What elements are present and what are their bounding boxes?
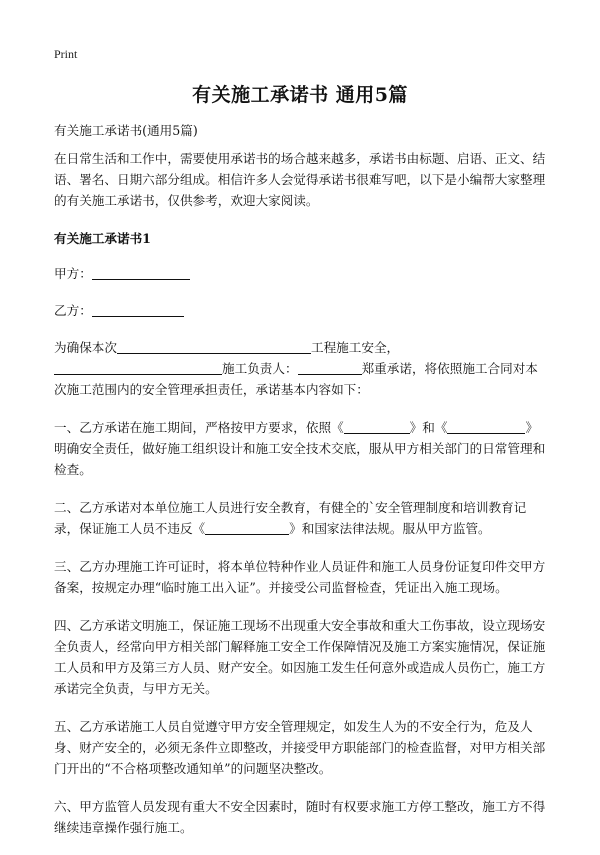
- regulation-1-blank: [344, 419, 410, 434]
- document-subtitle: 有关施工承诺书(通用5篇): [54, 123, 198, 138]
- party-b-label: 乙方：: [54, 303, 92, 318]
- regulation-2-blank: [447, 419, 525, 434]
- clause-3: 三、乙方办理施工许可证时，将本单位特种作业人员证件和施工人员身份证复印件交甲方备案，按规定办理“临时施工出入证”。并接受公司监督检查，凭证出入施工现场。: [54, 559, 546, 595]
- clause-1-text-b: 》和《: [409, 420, 448, 435]
- ensure-text-b: 工程施工安全，: [310, 340, 400, 355]
- clause-1-text-c: 》明确安全责任，做好施工组织设计和施工安全技术交底，服从甲方相关部门的日常管理和检查。: [54, 420, 546, 477]
- clause-1-text-a: 一、乙方承诺在施工期间，严格按甲方要求，依照《: [54, 420, 344, 435]
- clause-2: [54, 497, 548, 539]
- clause-6: 六、甲方监管人员发现有重大不安全因素时，随时有权要求施工方停工整改，施工方不得继续违章操作强行施工。: [54, 799, 546, 835]
- clause-5: 五、乙方承诺施工人员自觉遵守甲方安全管理规定，如发生人为的不安全行为，危及人身、财产安全的，必须无条件立即整改，并接受甲方职能部门的检查监督，对甲方相关部门开出的“不合格项整改通知单”的问题坚决整改。: [54, 719, 546, 776]
- clause-1: [54, 417, 548, 480]
- section-heading: 有关施工承诺书1: [54, 231, 151, 246]
- document-body: [54, 120, 548, 855]
- project-name-blank: [117, 339, 311, 354]
- party-a-label: 甲方：: [54, 266, 92, 281]
- unit-name-blank: [54, 360, 222, 375]
- party-b-line: [54, 300, 548, 321]
- clause-4: 四、乙方承诺文明施工，保证施工现场不出现重大安全事故和重大工伤事故，设立现场安全负责人，经常向甲方相关部门解释施工安全工作保障情况及施工方案实施情况，保证施工人员和甲方及第三方人员、财产安全。如因施工发生任何意外或造成人员伤亡，施工方承诺完全负责，与甲方无关。: [54, 618, 546, 696]
- party-a-blank: [92, 265, 190, 280]
- ensure-text-c: 施工负责人：: [222, 361, 298, 376]
- manager-name-blank: [298, 360, 362, 375]
- regulation-3-blank: [205, 520, 289, 535]
- clause-2-text-b: 》和国家法律法规。服从甲方监管。: [289, 521, 491, 536]
- ensure-text-d: 郑重承诺，将依照施工合同对本次施工范围内的安全管理承担责任，承诺基本内容如下：: [54, 361, 538, 397]
- party-b-blank: [92, 302, 184, 317]
- clause-2-text-a: 二、乙方承诺对本单位施工人员进行安全教育，有健全的`安全管理制度和培训教育记录，保证施工人员不违反《: [54, 500, 527, 536]
- print-link[interactable]: Print: [54, 47, 78, 61]
- party-a-line: [54, 263, 548, 284]
- document-title: 有关施工承诺书 通用5篇: [192, 84, 408, 106]
- ensure-text-a: 为确保本次: [54, 340, 117, 355]
- ensure-paragraph: [54, 337, 548, 400]
- intro-paragraph: 在日常生活和工作中，需要使用承诺书的场合越来越多，承诺书由标题、启语、正文、结语、署名、日期六部分组成。相信许多人会觉得承诺书很难写吧，以下是小编帮大家整理的有关施工承诺书，仅供参考，欢迎大家阅读。: [54, 151, 546, 208]
